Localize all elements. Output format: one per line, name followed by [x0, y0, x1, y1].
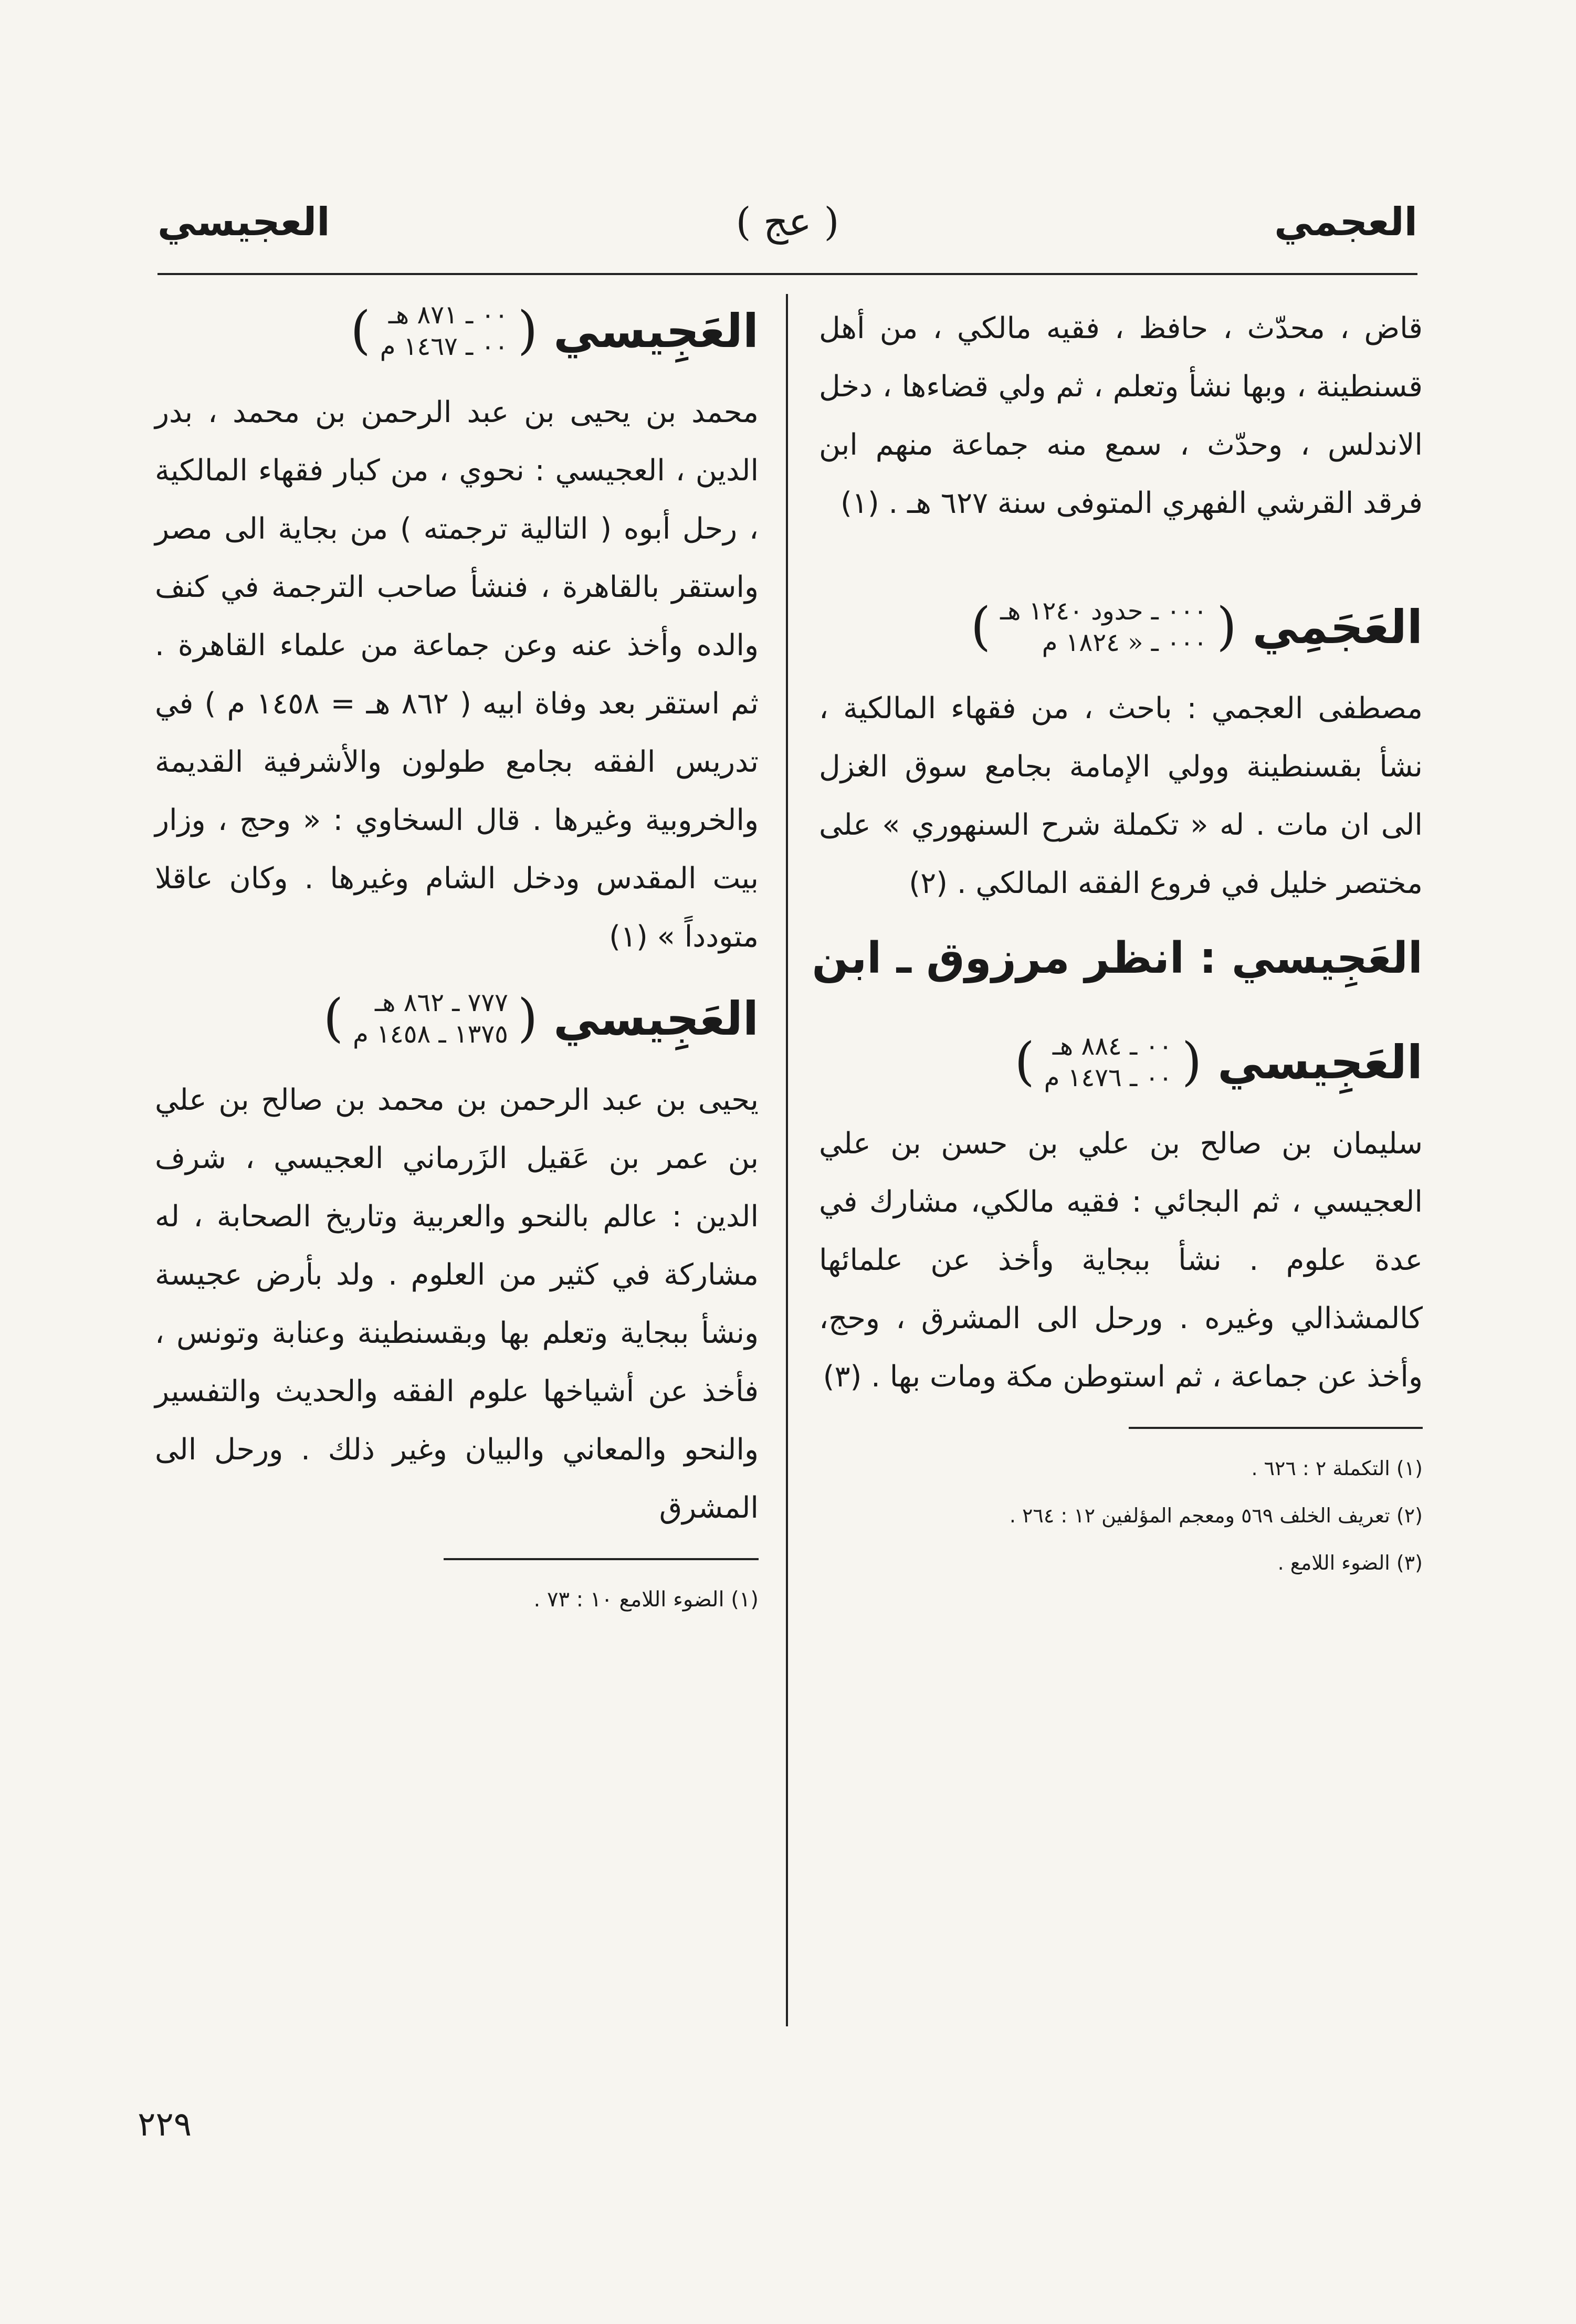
footnotes [819, 1445, 1423, 1586]
footnote-rule [444, 1558, 759, 1560]
footnote-rule [1129, 1427, 1423, 1429]
dates-gregorian: ٠٠٠ ـ « ١٨٢٤ م [1042, 628, 1207, 657]
entry-text: سليمان بن صالح بن علي بن حسن بن علي العجيسي ، ثم البجائي : فقيه مالكي، مشارك في عدة علوم . نشأ ببجاية وأخذ عن علمائها كالمشذالي وغيره . ورحل الى المشرق ، وحج، وأخذ عن جماعة ، ثم استوطن مكة ومات بها . (٣) [819, 1127, 1423, 1394]
page-number: ٢٢٩ [138, 2105, 192, 2144]
entry-dates [1014, 1030, 1202, 1093]
footnotes [155, 1576, 759, 1623]
entry-name: العَجِيسي [1217, 1035, 1423, 1089]
entry-text: مصطفى العجمي : باحث ، من فقهاء المالكية ، نشأ بقسنطينة وولي الإمامة بجامع سوق الغزل الى ان مات . له « تكملة شرح السنهوري » على مختصر خليل في فروع الفقه المالكي . (٢) [819, 691, 1423, 900]
running-head-right: العجمي [1274, 199, 1417, 245]
entry-dates [350, 299, 538, 362]
column-divider [786, 294, 788, 2026]
entry-heading [819, 1030, 1423, 1093]
paren-open: ( [517, 301, 538, 361]
footnote: (١) الضوء اللامع ١٠ : ٧٣ . [533, 1587, 759, 1612]
entry-heading [155, 299, 759, 362]
dates-gregorian: ٠٠ ـ ١٤٧٦ م [1044, 1063, 1172, 1092]
entry-name: العَجَمِي [1252, 600, 1423, 654]
dates-hijri: ٧٧٧ ـ ٨٦٢ هـ [375, 988, 508, 1017]
dates-gregorian: ٠٠ ـ ١٤٦٧ م [380, 332, 508, 361]
paren-open: ( [517, 989, 538, 1048]
running-head [157, 199, 1417, 262]
paren-open: ( [1216, 597, 1237, 657]
header-rule [157, 273, 1417, 275]
dates-hijri: ٠٠ ـ ٨٨٤ هـ [1052, 1032, 1172, 1061]
right-column [812, 299, 1423, 1586]
entry-continuation-text: قاض ، محدّث ، حافظ ، فقيه مالكي ، من أهل قسنطينة ، وبها نشأ وتعلم ، ثم ولي قضاءها ، دخل الاندلس ، وحدّث ، سمع منه جماعة منهم ابن فرقد القرشي الفهري المتوفى سنة ٦٢٧ هـ . (١) [819, 311, 1423, 520]
entry-name: العَجِيسي [553, 303, 759, 358]
entry-dates [323, 987, 538, 1050]
paren-close: ) [970, 597, 991, 657]
dates-hijri: ٠٠٠ ـ حدود ١٢٤٠ هـ [1000, 596, 1207, 626]
left-column [155, 299, 759, 1623]
entry-heading [155, 987, 759, 1050]
entry-heading [819, 595, 1423, 658]
see-also-entry: العَجِيسي : انظر مرزوق ـ ابن [812, 933, 1423, 983]
entry-name: العَجِيسي [553, 991, 759, 1046]
paren-open: ( [1181, 1032, 1202, 1092]
paren-close: ) [323, 989, 344, 1048]
dates-hijri: ٠٠ ـ ٨٧١ هـ [388, 300, 508, 330]
running-head-center: ( عج ) [736, 199, 839, 245]
dates-gregorian: ١٣٧٥ ـ ١٤٥٨ م [353, 1019, 508, 1049]
footnote: (١) التكملة ٢ : ٦٢٦ . [1251, 1457, 1423, 1480]
entry-text: يحيى بن عبد الرحمن بن محمد بن صالح بن علي بن عمر بن عَقيل الزَرماني العجيسي ، شرف الدين : عالم بالنحو والعربية وتاريخ الصحابة ، له مشاركة في كثير من العلوم . ولد بأرض عجيسة ونشأ ببجاية وتعلم بها وبقسنطينة وعنابة وتونس ، فأخذ عن أشياخها علوم الفقه والحديث والتفسير والنحو والمعاني والبيان وغير ذلك . ورحل الى المشرق [155, 1083, 759, 1525]
running-head-left: العجيسي [157, 199, 330, 245]
paren-close: ) [1014, 1032, 1035, 1092]
footnote: (٢) تعريف الخلف ٥٦٩ ومعجم المؤلفين ١٢ : ٢٦٤ . [1009, 1504, 1423, 1527]
entry-text: محمد بن يحيى بن عبد الرحمن بن محمد ، بدر الدين ، العجيسي : نحوي ، من كبار فقهاء المالكية ، رحل أبوه ( التالية ترجمته ) من بجاية الى مصر واستقر بالقاهرة ، فنشأ صاحب الترجمة في كنف والده وأخذ عنه وعن جماعة من علماء القاهرة . ثم استقر بعد وفاة ابيه ( ٨٦٢ هـ = ١٤٥٨ م ) في تدريس الفقه بجامع طولون والأشرفية القديمة والخروبية وغيرها . قال السخاوي : « وحج ، وزار بيت المقدس ودخل الشام وغيرها . وكان عاقلا متودداً » (١) [155, 395, 759, 954]
footnote: (٣) الضوء اللامع . [1277, 1551, 1423, 1574]
entry-dates [971, 595, 1237, 658]
paren-close: ) [350, 301, 371, 361]
